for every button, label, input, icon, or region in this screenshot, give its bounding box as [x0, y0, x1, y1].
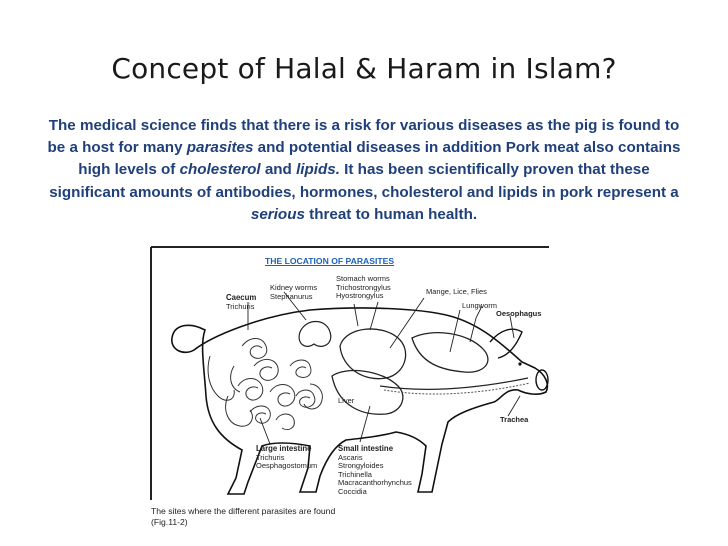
pig-eye — [518, 362, 521, 365]
label-large-intestine — [256, 445, 317, 471]
label-large-heading: Large intestine — [256, 444, 312, 453]
figure-title: THE LOCATION OF PARASITES — [265, 256, 395, 266]
label-caecum-item: Trichuris — [226, 301, 255, 311]
parasite-diagram — [150, 246, 550, 534]
caption-line-2: (Fig.11-2) — [151, 516, 188, 527]
emphasis-lipids: lipids. — [296, 161, 340, 179]
body-paragraph — [40, 115, 688, 226]
paragraph-text-5: threat to human health. — [304, 205, 478, 223]
paragraph-text-1: The medical science finds that there is a risk for various diseases as the pig is found to be a host for many — [47, 117, 680, 157]
label-caecum-heading: Caecum — [226, 293, 257, 302]
label-stomach-3: Hyostrongylus — [336, 291, 384, 301]
label-large-2: Oesphagostomum — [256, 461, 318, 471]
figure-caption — [151, 506, 335, 527]
label-kidney-1: Kidney worms — [270, 283, 318, 292]
paragraph-text-3: and — [260, 161, 297, 179]
oesophagus-tube — [380, 378, 528, 389]
caption-line-1: The sites where the different parasites are found — [151, 506, 336, 516]
emphasis-parasites: parasites — [186, 139, 254, 157]
label-small-heading: Small intestine — [338, 444, 394, 453]
label-small-3: Trichinella — [338, 469, 372, 479]
label-stomach-2: Trichostrongylus — [336, 282, 391, 292]
label-kidney-worms — [270, 284, 317, 301]
lung-organ — [412, 333, 488, 373]
label-oesophagus: Oesophagus — [496, 309, 542, 318]
label-stomach-worms — [336, 275, 391, 301]
label-small-4: Macracanthorhynchus — [338, 478, 412, 488]
label-small-2: Strongyloides — [338, 461, 384, 471]
label-lungworm: Lungworm — [462, 301, 498, 310]
label-small-intestine — [338, 445, 412, 497]
label-mange: Mange, Lice, Flies — [426, 287, 487, 296]
paragraph-text-4: It has been scientifically proven that these significant amounts of antibodies, hormones, cholesterol and lipids in pork represent a — [49, 161, 679, 201]
emphasis-serious: serious — [250, 205, 305, 223]
slide-title: Concept of Halal & Haram in Islam? — [111, 52, 617, 85]
label-caecum — [226, 294, 256, 311]
label-stomach-1: Stomach worms — [336, 274, 390, 283]
leader-lines — [248, 292, 520, 444]
label-trachea: Trachea — [500, 415, 529, 424]
label-liver: Liver — [338, 396, 355, 405]
label-large-1: Trichuris — [256, 452, 285, 462]
pig-ear — [490, 329, 522, 358]
label-small-5: Coccidia — [338, 486, 367, 496]
kidney-organ — [299, 322, 331, 347]
paragraph-text-2: and potential diseases in addition Pork meat also contains high levels of — [78, 139, 681, 179]
intestines-coils — [208, 339, 322, 430]
stomach-organ — [340, 329, 406, 379]
label-kidney-2: Stephanurus — [270, 291, 313, 301]
emphasis-cholesterol: cholesterol — [179, 161, 261, 179]
label-small-1: Ascaris — [338, 452, 363, 462]
